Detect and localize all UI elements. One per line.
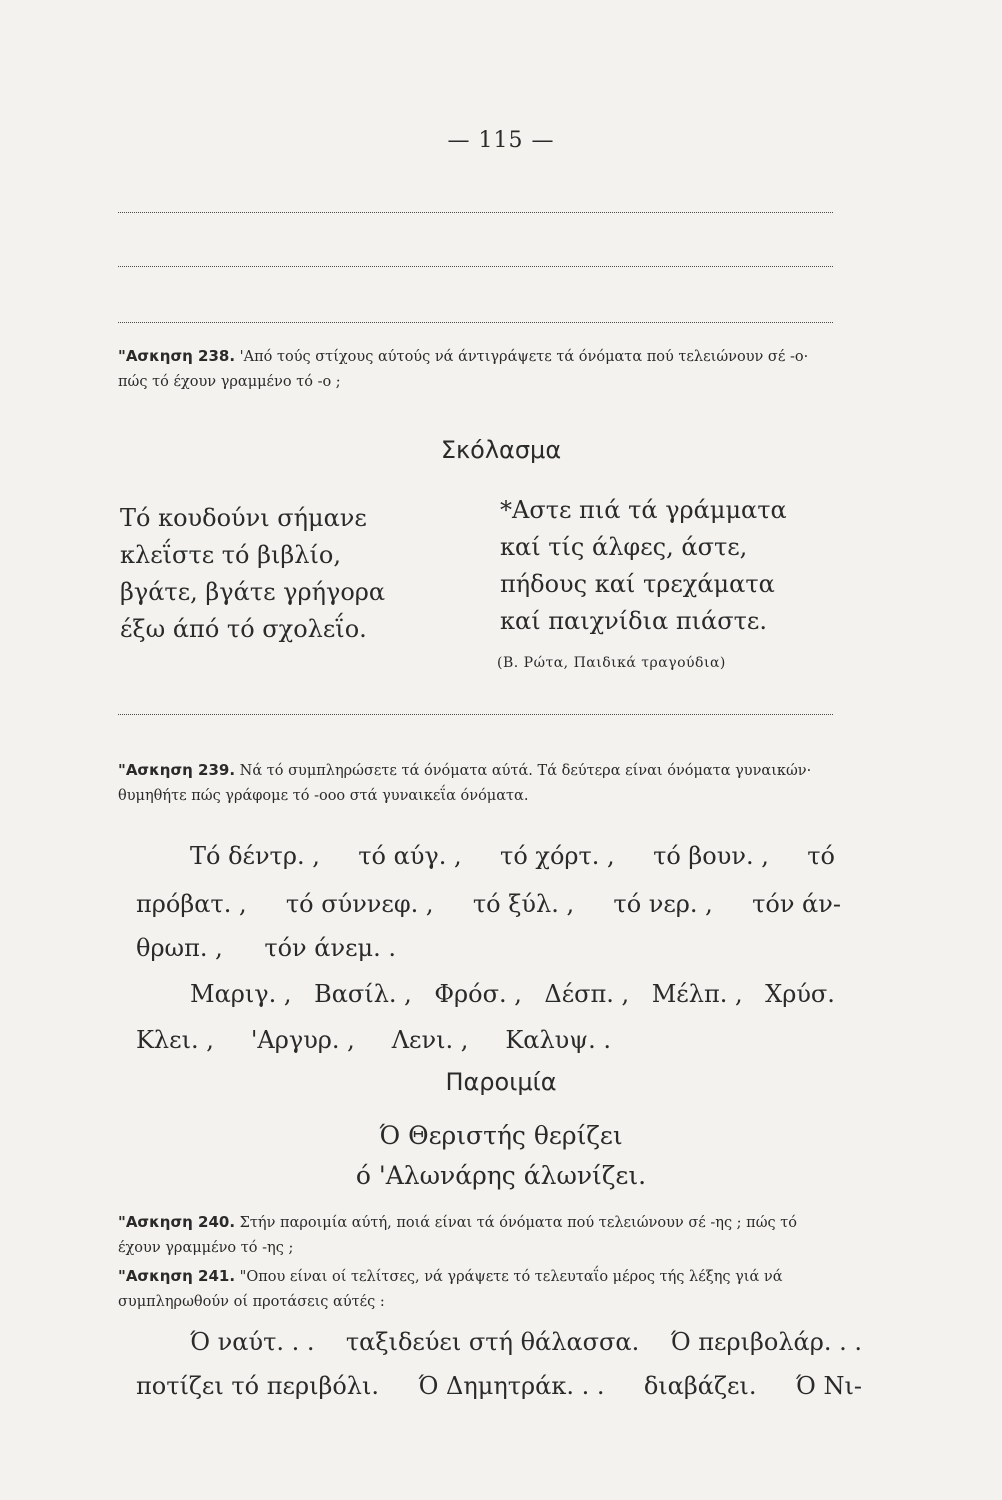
fill-in-name: Λενι. , xyxy=(391,1026,469,1054)
dotted-rule xyxy=(118,714,833,715)
fill-in-line xyxy=(190,980,835,1008)
fill-in-name: Φρόσ. , xyxy=(434,980,522,1008)
completion-phrase: Ό Δημητράκ. . . xyxy=(418,1372,605,1400)
fill-in-word: Τό δέντρ. , xyxy=(190,842,320,870)
poem-line: έξω άπό τό σχολεΐο. xyxy=(120,615,367,643)
poem-line: πήδους καί τρεχάματα xyxy=(500,570,775,598)
exercise-240-label: "Ασκηση 240. xyxy=(118,1213,236,1231)
completion-phrase: Ό περιβολάρ. . . xyxy=(670,1328,862,1356)
poem-left-stanza xyxy=(120,500,385,648)
poem-line: καί τίς άλφες, άστε, xyxy=(500,533,748,561)
poem-attribution: (Β. Ρώτα, Παιδικά τραγούδια) xyxy=(497,655,726,671)
fill-in-name: Μέλπ. , xyxy=(651,980,743,1008)
fill-in-word: τό ξύλ. , xyxy=(472,890,575,918)
fill-in-word: τό αύγ. , xyxy=(358,842,462,870)
fill-in-word: τό xyxy=(807,842,835,870)
fill-in-name: Καλυψ. . xyxy=(505,1026,611,1054)
dotted-rule xyxy=(118,212,833,213)
exercise-241-label: "Ασκηση 241. xyxy=(118,1267,236,1285)
fill-in-word: τό νερ. , xyxy=(613,890,713,918)
exercise-240-text: Στήν παροιμία αύτή, ποιά είναι τά όνόματα πού τελειώνουν σέ -ης ; πώς τό έχουν γραμμένο τό -ης ; xyxy=(118,1215,797,1256)
fill-in-word: τόν άν- xyxy=(752,890,841,918)
exercise-238 xyxy=(118,344,840,395)
fill-in-line xyxy=(136,890,841,918)
fill-in-word: τό χόρτ. , xyxy=(500,842,615,870)
exercise-239-text: Νά τό συμπληρώσετε τά όνόματα αύτά. Τά δεύτερα είναι όνόματα γυναικών· θυμηθήτε πώς γράφομε τό -οοο στά γυναικεΐα όνόματα. xyxy=(118,763,812,804)
fill-in-word: τό βουν. , xyxy=(653,842,769,870)
fill-in-name: Μαριγ. , xyxy=(190,980,292,1008)
exercise-239-label: "Ασκηση 239. xyxy=(118,761,236,779)
page-number: — 115 — xyxy=(447,128,555,153)
fill-in-name: Δέσπ. , xyxy=(544,980,630,1008)
fill-in-word: τόν άνεμ. . xyxy=(264,934,396,962)
poem-title: Σκόλασμα xyxy=(440,436,562,464)
fill-in-name: Βασίλ. , xyxy=(314,980,412,1008)
completion-phrase: Ό Νι- xyxy=(795,1372,862,1400)
exercise-241 xyxy=(118,1264,840,1315)
fill-in-line xyxy=(190,842,835,870)
fill-in-line xyxy=(136,934,396,962)
fill-in-line xyxy=(136,1026,611,1054)
poem-right-stanza xyxy=(500,492,787,640)
exercise-238-text: 'Από τούς στίχους αύτούς νά άντιγράψετε τά όνόματα πού τελειώνουν σέ -ο· πώς τό έχουν γραμμένο τό -ο ; xyxy=(118,349,809,390)
fill-in-name: Χρύσ. xyxy=(765,980,835,1008)
fill-in-word: τό σύννεφ. , xyxy=(285,890,434,918)
exercise-239 xyxy=(118,758,840,809)
poem-line: *Αστε πιά τά γράμματα xyxy=(500,496,787,524)
exercise-240 xyxy=(118,1210,840,1261)
dotted-rule xyxy=(118,322,833,323)
proverb-title: Παροιμία xyxy=(445,1068,557,1096)
completion-phrase: Ό ναύτ. . . xyxy=(190,1328,315,1356)
exercise-241-text: "Οπου είναι οί τελίτσες, νά γράψετε τό τελευταΐο μέρος τής λέξης γιά νά συμπληρωθούν οί προτάσεις αύτές : xyxy=(118,1269,783,1310)
poem-line: κλεΐστε τό βιβλίο, xyxy=(120,541,341,569)
completion-phrase: ταξιδεύει στή θάλασσα. xyxy=(345,1328,640,1356)
fill-in-name: 'Αργυρ. , xyxy=(250,1026,355,1054)
completion-phrase: διαβάζει. xyxy=(643,1372,757,1400)
poem-line: βγάτε, βγάτε γρήγορα xyxy=(120,578,386,606)
fill-in-word: πρόβατ. , xyxy=(136,890,247,918)
proverb-line: Ό Θεριστής θερίζει xyxy=(379,1121,623,1150)
completion-line xyxy=(136,1372,862,1400)
completion-phrase: ποτίζει τό περιβόλι. xyxy=(136,1372,380,1400)
fill-in-name: Κλει. , xyxy=(136,1026,214,1054)
exercise-238-label: "Ασκηση 238. xyxy=(118,347,236,365)
poem-line: καί παιχνίδια πιάστε. xyxy=(500,607,767,635)
proverb-text xyxy=(0,1116,1002,1196)
dotted-rule xyxy=(118,266,833,267)
proverb-line: ό 'Αλωνάρης άλωνίζει. xyxy=(355,1161,647,1190)
completion-line xyxy=(190,1328,862,1356)
poem-line: Τό κουδούνι σήμανε xyxy=(120,504,367,532)
fill-in-word: θρωπ. , xyxy=(136,934,223,962)
